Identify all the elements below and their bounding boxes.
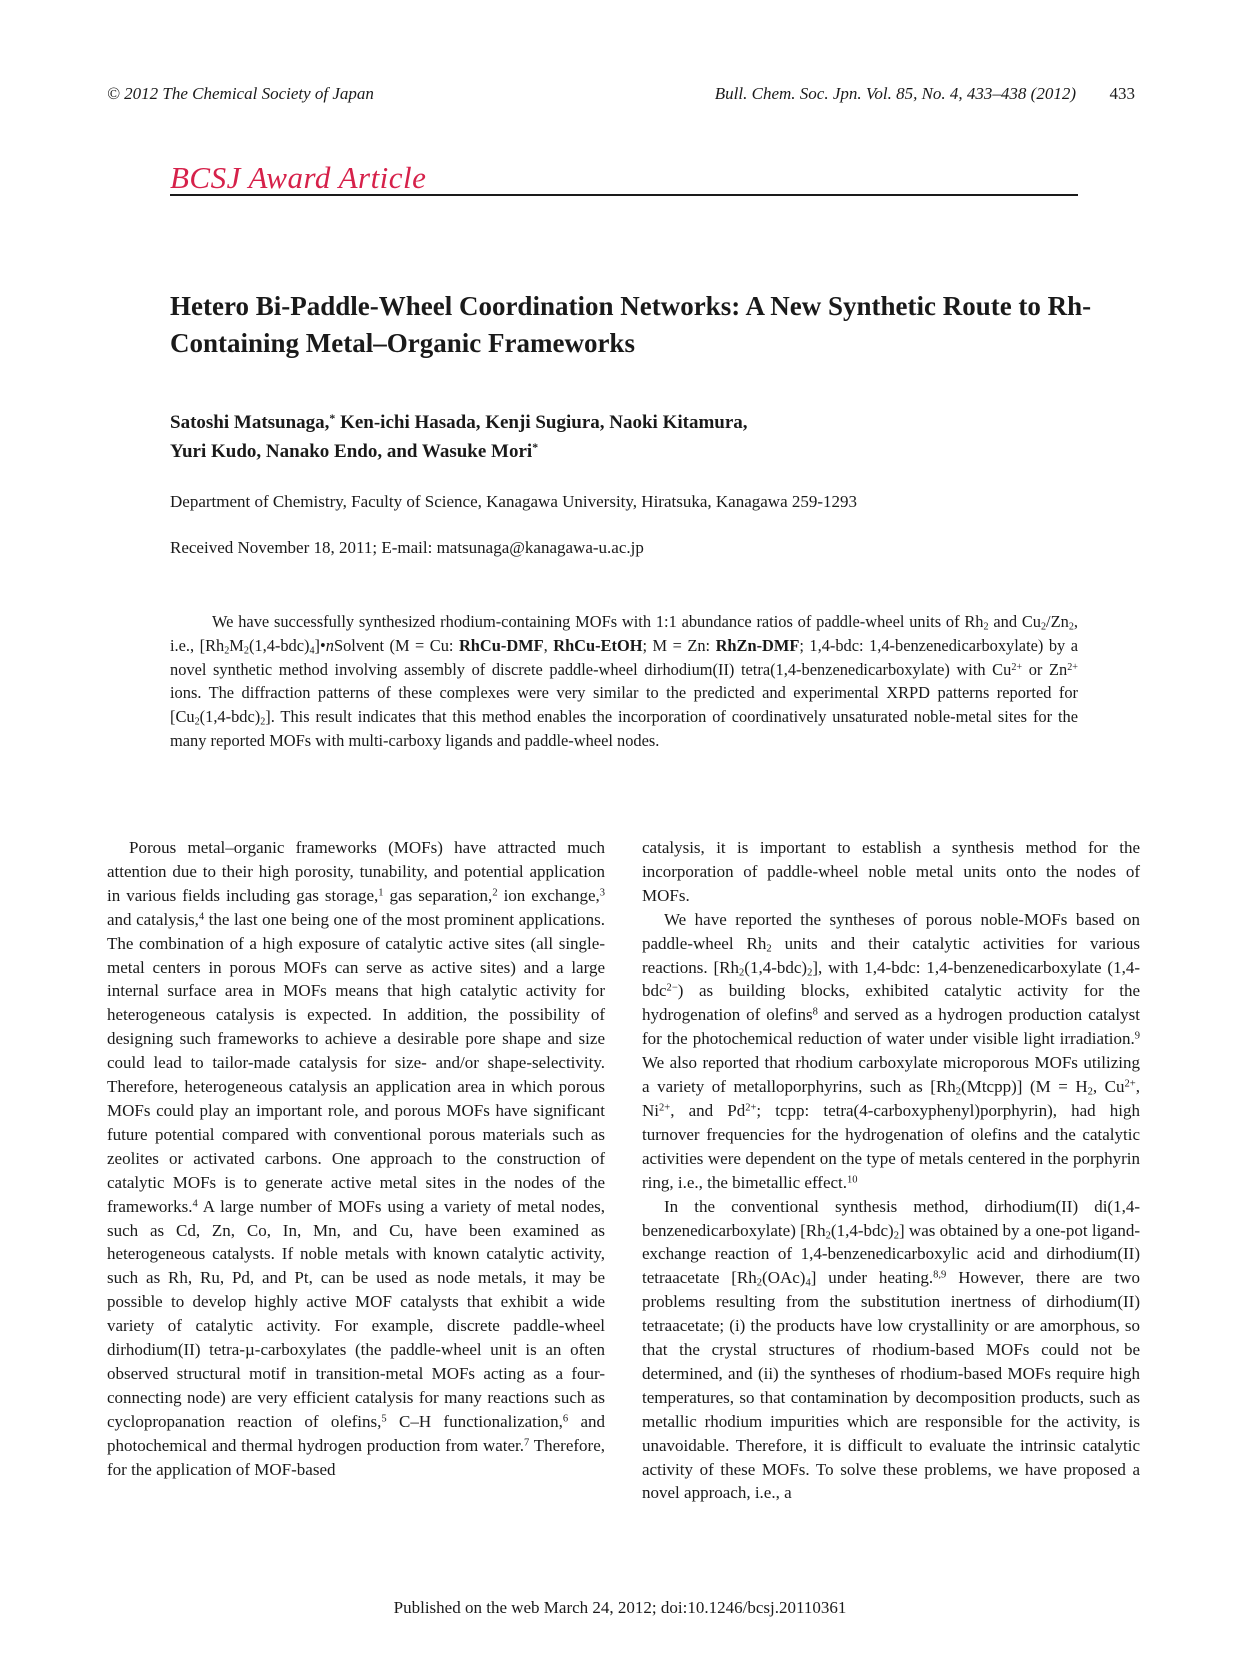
paragraph: In the conventional synthesis method, dirhodium(II) di(1,4-benzenedicarboxylate) $[Rh_2(1,4-bdc)_2]$ was obtained by a one-pot ligand-exchange reaction of 1,4-benzenedicarboxylic acid and dirhodium(II) tetraacetate $[Rh_2(OAc)_4]$ under heating.$^{8,9}$ However, there are two problems resulting from the substitution inertness of dirhodium(II) tetraacetate; (i) the products have low crystallinity or are amorphous, so that the crystal structures of rhodium-based MOFs could not be determined, and (ii) the syntheses of rhodium-based MOFs require high temperatures, so that contamination by decomposition products, such as metallic rhodium impurities which are responsible for the activity, is unavoidable. Therefore, it is difficult to evaluate the intrinsic catalytic activity of these MOFs. To solve these problems, we have proposed a novel approach, i.e., a xyxy=(642,1196,1141,1503)
paragraph: catalysis, it is important to establish a synthesis method for the incorporation of paddle-wheel noble metal units onto the nodes of MOFs. xyxy=(642,838,1140,905)
abstract-text: We have successfully synthesized rhodium-containing MOFs with 1:1 abundance ratios of paddle-wheel units of $Rh_2$ and $Cu_2/Zn_2$, i.e., $[Rh_2M_2(1,4-bdc)_4]•nSolvent$ (M = Cu: RhCu-DMF, RhCu-EtOH; M = Zn: RhZn-DMF; 1,4-bdc: 1,4-benzenedicarboxylate) by a novel synthetic method involving assembly of discrete paddle-wheel dirhodium(II) tetra(1,4-benzenedicarboxylate) with $Cu^{2+}$ or $Zn^{2+}$ ions. The diffraction patterns of these complexes were very similar to the predicted and experimental XRPD patterns reported for $[Cu_2(1,4-bdc)_2]$. This result indicates that this method enables the incorporation of coordinatively unsaturated noble-metal sites for the many reported MOFs with multi-carboxy ligands and paddle-wheel nodes. xyxy=(170,612,1078,750)
affiliation: Department of Chemistry, Faculty of Science, Kanagawa University, Hiratsuka, Kanagawa 259-1293 xyxy=(170,492,858,511)
publication-footer: Published on the web March 24, 2012; doi:10.1246/bcsj.20110361 xyxy=(393,1598,847,1617)
paragraph: We have reported the syntheses of porous noble-MOFs based on paddle-wheel $Rh_2$ units and their catalytic activities for various reactions. $[Rh_2(1,4-bdc)_2]$, with 1,4-bdc: 1,4-benzenedicarboxylate (1,4-bdc$^{2-}$) as building blocks, exhibited catalytic activity for the hydrogenation of olefins$^8$ and served as a hydrogen production catalyst for the photochemical reduction of water under visible light irradiation.$^9$ We also reported that rhodium carboxylate microporous MOFs utilizing a variety of metalloporphyrins, such as $[Rh_2(Mtcpp)] (M = H_2$, $Cu^{2+}$, $Ni^{2+}$, and $Pd^{2+}$; tcpp: tetra(4-carboxyphenyl)porphyrin), had high turnover frequencies for the hydrogenation of olefins and the catalytic activities were dependent on the type of metals centered in the porphyrin ring, i.e., the bimetallic effect.$^{10}$ xyxy=(642,909,1140,1192)
paragraph: Porous metal–organic frameworks (MOFs) have attracted much attention due to their high porosity, tunability, and potential application in various fields including gas storage,$^1$ gas separation,$^2$ ion exchange,$^3$ and catalysis,$^4$ the last one being one of the most prominent applications. The combination of a high exposure of catalytic active sites (all single-metal centers in porous MOFs can serve as active sites) and a large internal surface area in MOFs means that high catalytic activity for heterogeneous catalysis is expected. In addition, the possibility of designing such frameworks to achieve a desirable pore shape and size could lead to tailor-made catalysis for size- and/or shape-selectivity. Therefore, heterogeneous catalysis an application area in which porous MOFs could play an important role, and porous MOFs have significant future potential compared with conventional porous materials such as zeolites or activated carbons. One approach to the construction of catalytic MOFs is to generate active metal sites in the nodes of the frameworks.$^4$ A large number of MOFs using a variety of metal nodes, such as Cd, Zn, Co, In, Mn, and Cu, have been examined as heterogeneous catalysts. If noble metals with known catalytic activity, such as Rh, Ru, Pd, and Pt, can be used as node metals, it may be possible to develop highly active MOF catalysts that exhibit a wide variety of catalytic activity. For example, discrete paddle-wheel dirhodium(II) tetra-µ-carboxylates (the paddle-wheel unit is an often observed structural motif in transition-metal MOFs acting as a four-connecting node) are very efficient catalysis for many reactions such as cyclopropanation reaction of olefins,$^5$ C–H functionalization,$^6$ and photochemical and thermal hydrogen production from water.$^7$ Therefore, for the application of MOF-based xyxy=(107,838,606,1479)
body-column-right xyxy=(642,836,1140,1505)
received-date: Received November 18, 2011; E-mail: matsunaga@kanagawa-u.ac.jp xyxy=(170,538,644,557)
header-citation: Bull. Chem. Soc. Jpn. Vol. 85, No. 4, 433–438 (2012) xyxy=(714,84,1076,103)
article-title: Hetero Bi-Paddle-Wheel Coordination Networks: A New Synthetic Route to Rh-Containing Metal–Organic Frameworks xyxy=(170,291,1092,358)
body-column-left xyxy=(107,836,605,1481)
page-number: 433 xyxy=(1109,84,1135,103)
article-type-heading: BCSJ Award Article xyxy=(170,160,427,195)
abstract xyxy=(170,610,1078,753)
heading-rule xyxy=(170,194,1078,196)
header-copyright: © 2012 The Chemical Society of Japan xyxy=(107,84,374,103)
author-list: Satoshi Matsunaga,* Ken-ichi Hasada, Kenji Sugiura, Naoki Kitamura, Yuri Kudo, Nanako Endo, and Wasuke Mori* xyxy=(170,412,748,462)
